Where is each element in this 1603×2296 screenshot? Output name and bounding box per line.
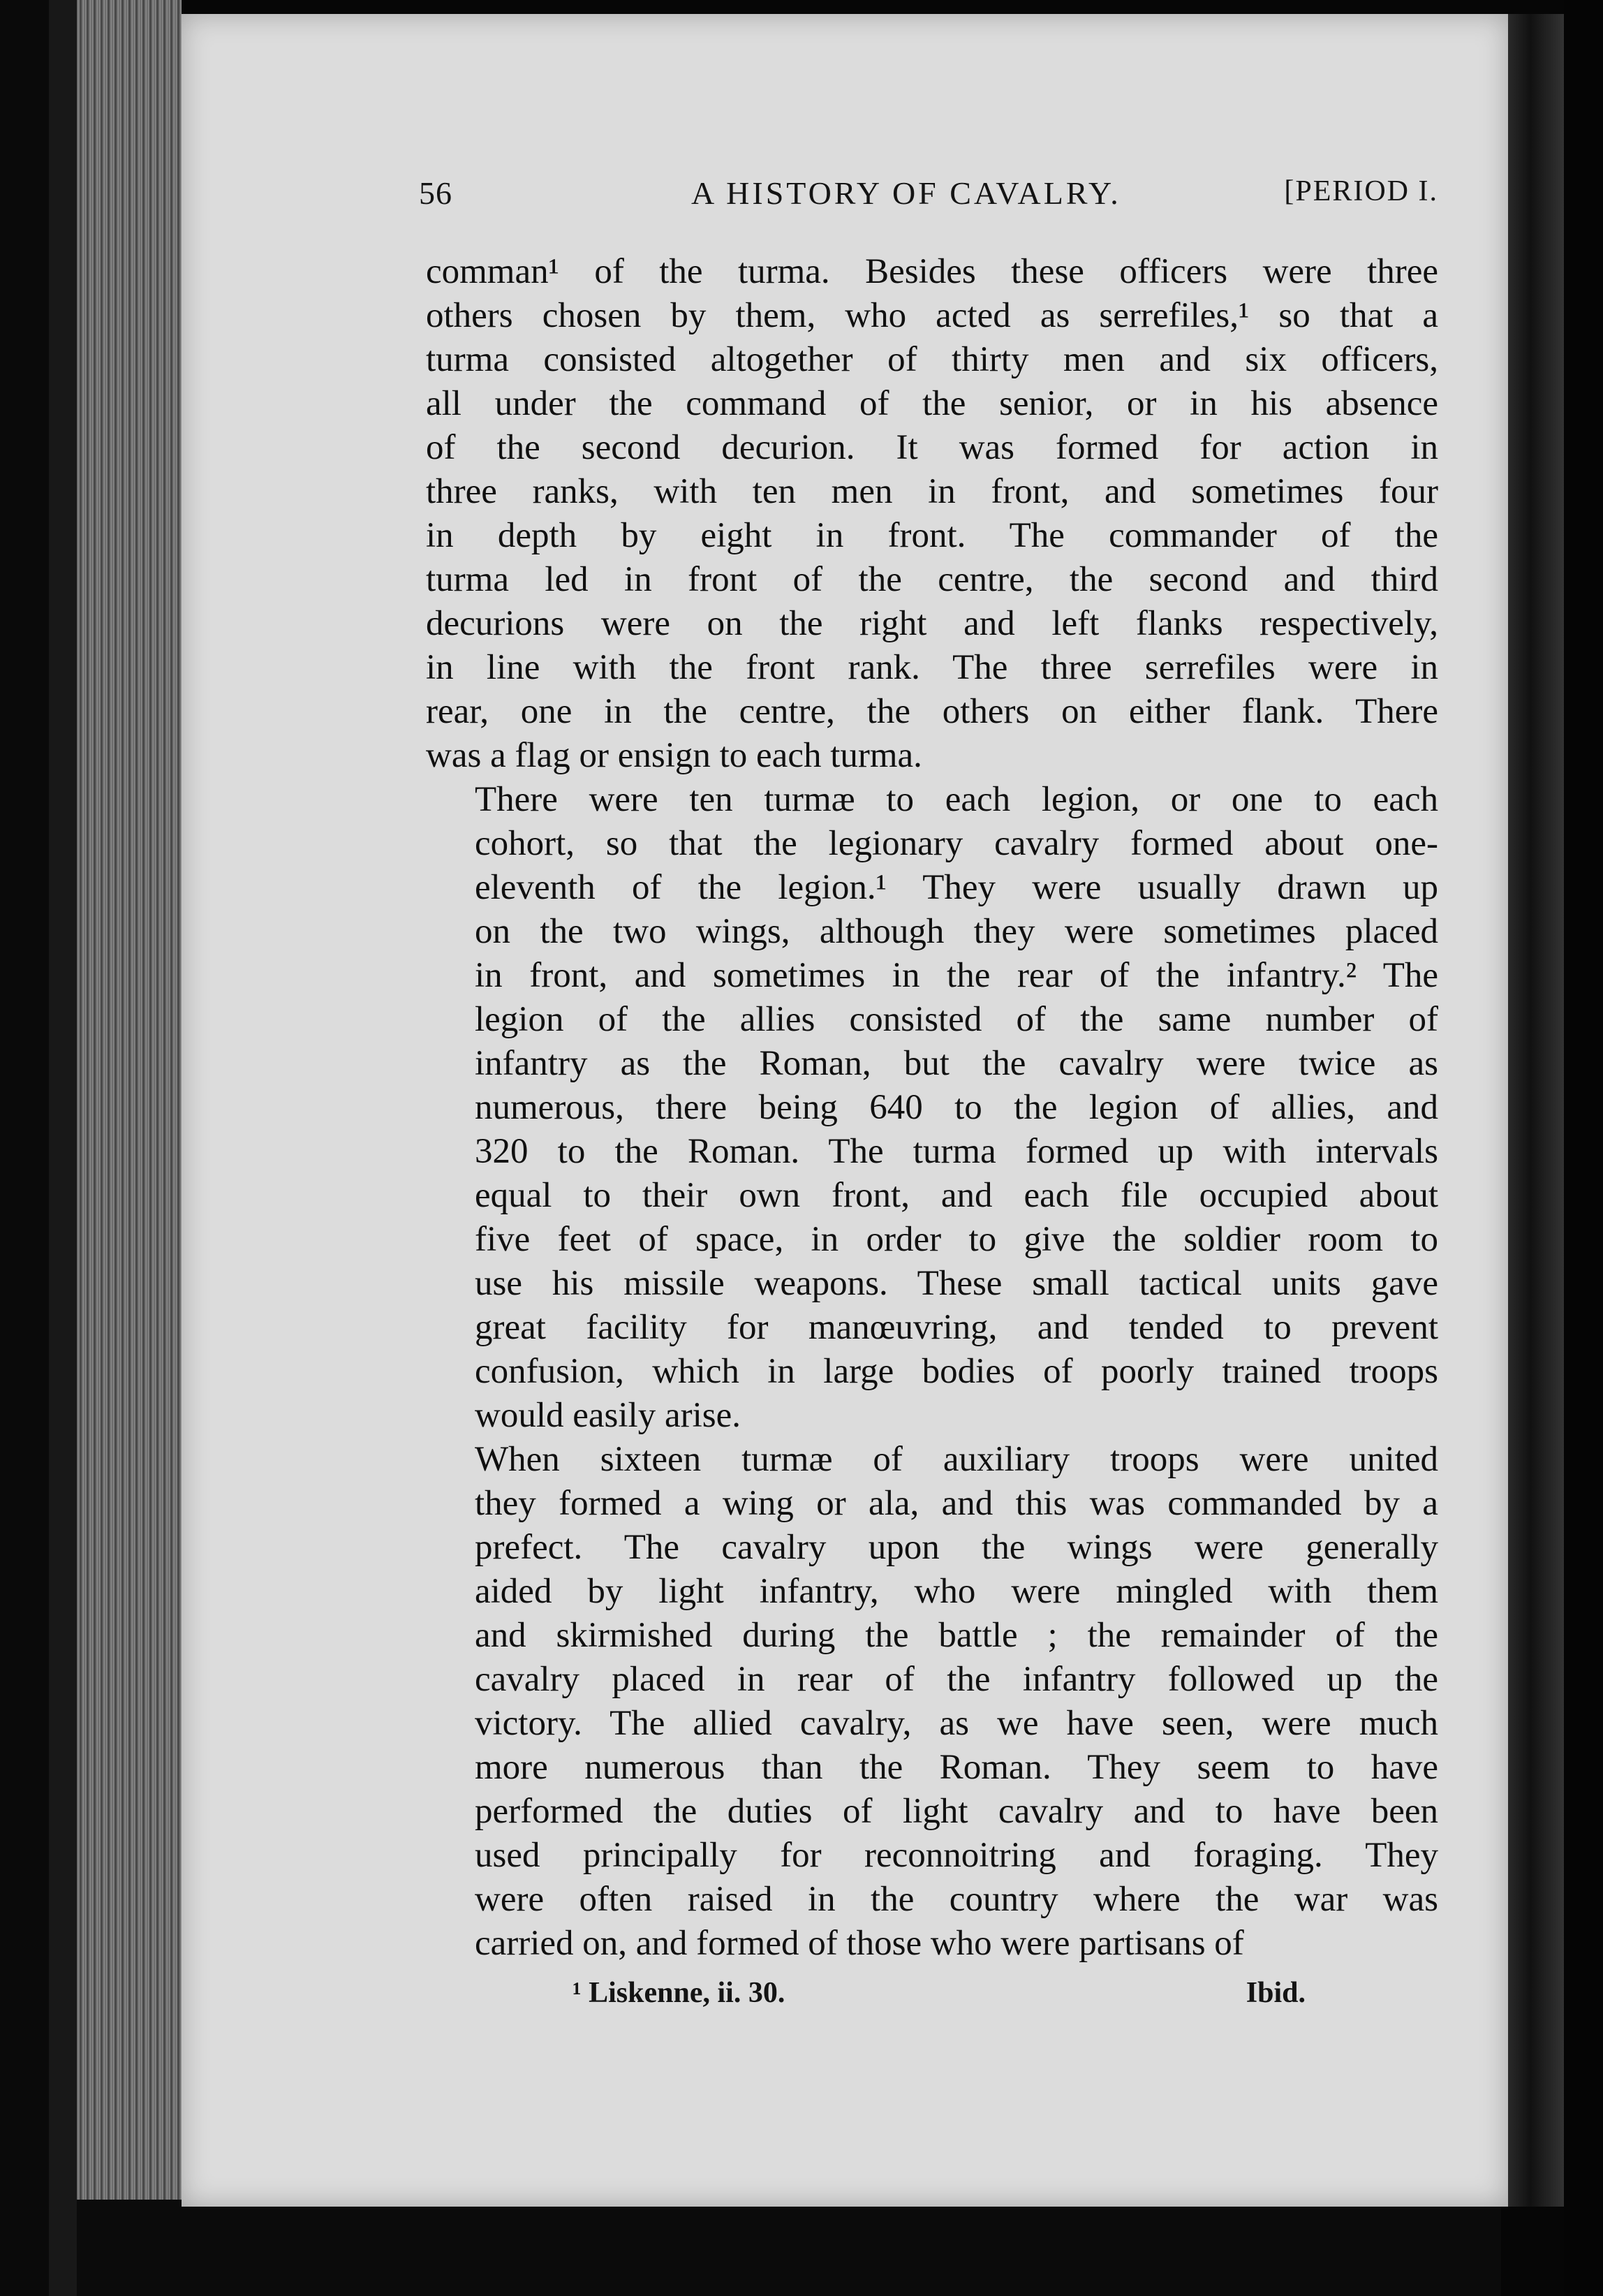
text-line: all under the command of the senior, or in his absence (426, 384, 1438, 423)
page-right-edge (1508, 14, 1564, 2207)
text-line: When sixteen turmæ of auxiliary troops were united (475, 1440, 1438, 1479)
text-line: cavalry placed in rear of the infantry followed up the (475, 1660, 1438, 1699)
text-line: in front, and sometimes in the rear of the infantry.² The (475, 956, 1438, 995)
page-edges (77, 0, 182, 2200)
body-text (426, 250, 1438, 1966)
text-line: aided by light infantry, who were mingled with them (475, 1572, 1438, 1611)
text-line: in line with the front rank. The three serrefiles were in (426, 648, 1438, 687)
running-head (419, 175, 1438, 223)
text-line: infantry as the Roman, but the cavalry were twice as (475, 1044, 1438, 1083)
text-line: comman¹ of the turma. Besides these officers were three (426, 252, 1438, 291)
text-line: use his missile weapons. These small tactical units gave (475, 1264, 1438, 1303)
scan-border-bottom (77, 2200, 1501, 2296)
text-line: numerous, there being 640 to the legion of allies, and (475, 1088, 1438, 1127)
text-line: on the two wings, although they were sometimes placed (475, 912, 1438, 951)
text-line: eleventh of the legion.¹ They were usually drawn up (475, 868, 1438, 907)
text-line: turma consisted altogether of thirty men and six officers, (426, 340, 1438, 379)
text-line: five feet of space, in order to give the soldier room to (475, 1220, 1438, 1259)
text-line: confusion, which in large bodies of poorly trained troops (475, 1352, 1438, 1391)
paragraph-1 (426, 250, 1438, 778)
text-line: of the second decurion. It was formed for action in (426, 428, 1438, 467)
text-line: would easily arise. (475, 1396, 741, 1435)
text-line: three ranks, with ten men in front, and sometimes four (426, 472, 1438, 511)
text-line: in depth by eight in front. The commander of the (426, 516, 1438, 555)
text-line: rear, one in the centre, the others on either flank. There (426, 692, 1438, 731)
page-number: 56 (419, 175, 452, 211)
text-line: were often raised in the country where the war was (475, 1880, 1438, 1919)
text-line: legion of the allies consisted of the same number of (475, 1000, 1438, 1039)
text-line: others chosen by them, who acted as serrefiles,¹ so that a (426, 296, 1438, 335)
paragraph-2 (426, 778, 1438, 1438)
text-line: equal to their own front, and each file occupied about (475, 1176, 1438, 1215)
text-line: more numerous than the Roman. They seem to have (475, 1748, 1438, 1787)
book-title: A HISTORY OF CAVALRY. (691, 175, 1121, 211)
scan-border-left (0, 0, 49, 2296)
scan-border-right (1564, 0, 1603, 2296)
text-line: performed the duties of light cavalry and to have been (475, 1792, 1438, 1831)
text-line: prefect. The cavalry upon the wings were generally (475, 1528, 1438, 1567)
text-line: decurions were on the right and left flanks respectively, (426, 604, 1438, 643)
text-line: used principally for reconnoitring and foraging. They (475, 1836, 1438, 1875)
text-line: 320 to the Roman. The turma formed up with intervals (475, 1132, 1438, 1171)
paragraph-3 (426, 1438, 1438, 1966)
text-line: cohort, so that the legionary cavalry formed about one- (475, 824, 1438, 863)
text-line: There were ten turmæ to each legion, or one to each (475, 780, 1438, 819)
text-line: turma led in front of the centre, the second and third (426, 560, 1438, 599)
text-line: carried on, and formed of those who were partisans of (475, 1924, 1244, 1963)
text-line: they formed a wing or ala, and this was commanded by a (475, 1484, 1438, 1523)
text-line: and skirmished during the battle ; the remainder of the (475, 1616, 1438, 1655)
book-spine (49, 0, 77, 2296)
text-line: was a flag or ensign to each turma. (426, 736, 922, 775)
footnote-1: ¹ Liskenne, ii. 30. (572, 1977, 785, 2009)
footnotes (572, 1976, 1306, 2018)
text-line: great facility for manœuvring, and tended to prevent (475, 1308, 1438, 1347)
text-line: victory. The allied cavalry, as we have seen, were much (475, 1704, 1438, 1743)
period-label: [PERIOD I. (1284, 175, 1438, 207)
footnote-2: Ibid. (1246, 1977, 1306, 2009)
